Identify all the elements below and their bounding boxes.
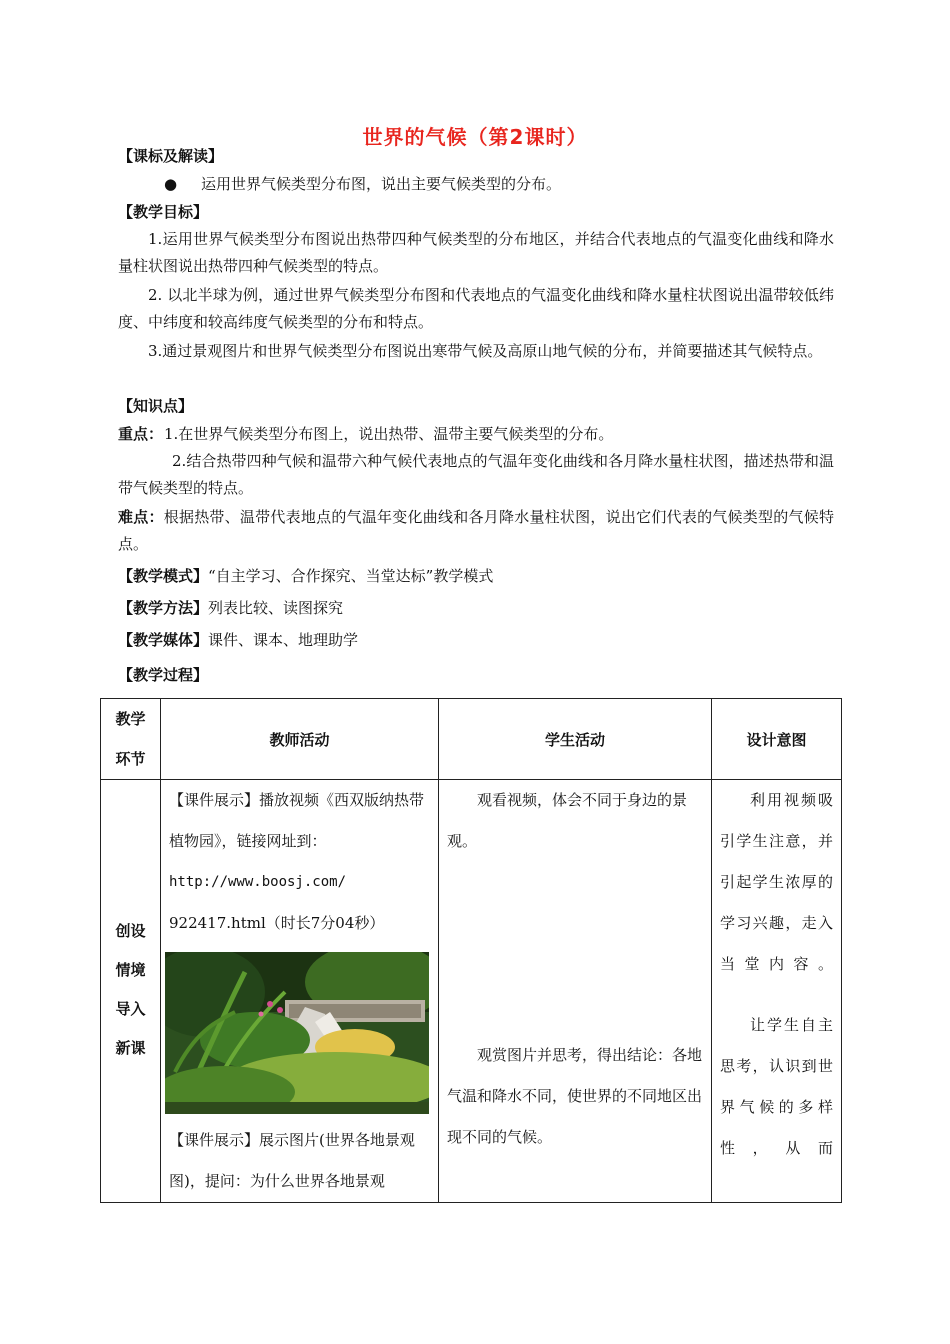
method-text: 列表比较、读图探究 (208, 599, 344, 617)
teacher-video-text: 【课件展示】播放视频《西双版纳热带植物园》，链接网址到： (169, 791, 425, 850)
header-teacher: 教师活动 (161, 699, 439, 780)
key-point-1: 1.在世界气候类型分布图上，说出热带、温带主要气候类型的分布。 (164, 425, 614, 443)
bullet-icon: ● (164, 175, 178, 193)
difficulty-text: 根据热带、温带代表地点的气温年变化曲线和各月降水量柱状图，说出它们代表的气候类型的气候特点。 (118, 508, 834, 553)
teaching-process-table (100, 698, 842, 1203)
key-label: 重点： (118, 425, 164, 443)
design-intent-cell (712, 780, 842, 1203)
teaching-mode (118, 566, 493, 586)
teacher-activity-cell (161, 780, 439, 1203)
standard-heading: 【课标及解读】 (118, 147, 224, 165)
goal-2: 2. 以北半球为例，通过世界气候类型分布图和代表地点的气温变化曲线和降水量柱状图说出温带较低纬度、中纬度和较高纬度气候类型的分布和特点。 (118, 286, 834, 331)
knowledge-heading: 【知识点】 (118, 397, 194, 415)
process-heading: 【教学过程】 (118, 666, 209, 684)
student-video-text: 观看视频，体会不同于身边的景观。 (447, 791, 688, 850)
difficulty-label: 难点： (118, 508, 164, 526)
standard-text: 运用世界气候类型分布图，说出主要气候类型的分布。 (201, 175, 562, 193)
key-point-2: 2.结合热带四种气候和温带六种气候代表地点的气温年变化曲线和各月降水量柱状图，描述热带和温带气候类型的特点。 (118, 452, 834, 497)
stage-cell: 创设 情境 导入 新课 (101, 780, 161, 1203)
teacher-image-text: 【课件展示】展示图片(世界各地景观图)，提问：为什么世界各地景观 (169, 1131, 415, 1190)
goal-3: 3.通过景观图片和世界气候类型分布图说出寒带气候及高原山地气候的分布，并简要描述其气候特点。 (148, 342, 823, 360)
student-image-text: 观赏图片并思考，得出结论：各地气温和降水不同，使世界的不同地区出现不同的气候。 (447, 1046, 703, 1146)
botanical-garden-photo (165, 952, 429, 1114)
goal-1: 1.运用世界气候类型分布图说出热带四种气候类型的分布地区，并结合代表地点的气温变化曲线和降水量柱状图说出热带四种气候类型的特点。 (118, 230, 834, 275)
mode-label: 【教学模式】 (118, 567, 209, 585)
table-header-row (101, 699, 842, 780)
video-link[interactable]: http://www.boosj.com/ (169, 874, 347, 890)
media-text: 课件、课本、地理助学 (208, 631, 359, 649)
mode-text: “自主学习、合作探究、当堂达标”教学模式 (208, 567, 494, 585)
header-stage: 教学 环节 (101, 699, 161, 780)
goals-heading: 【教学目标】 (118, 203, 209, 221)
student-activity-cell (439, 780, 712, 1203)
header-design: 设计意图 (712, 699, 842, 780)
design-video-text: 利用视频吸引学生注意，并引起学生浓厚的学习兴趣，走入当堂内容。 (720, 791, 833, 973)
page-title: 世界的气候（第2课时） (362, 125, 588, 149)
design-image-text: 让学生自主思考，认识到世界气候的多样性，从而 (720, 1016, 833, 1157)
garden-scene-image (165, 952, 429, 1114)
difficulty (118, 504, 834, 558)
table-row (101, 780, 842, 1203)
teaching-method (118, 598, 343, 618)
header-student: 学生活动 (439, 699, 712, 780)
method-label: 【教学方法】 (118, 599, 209, 617)
teaching-media (118, 630, 358, 650)
video-duration: 922417.html（时长7分04秒） (169, 914, 385, 932)
media-label: 【教学媒体】 (118, 631, 209, 649)
